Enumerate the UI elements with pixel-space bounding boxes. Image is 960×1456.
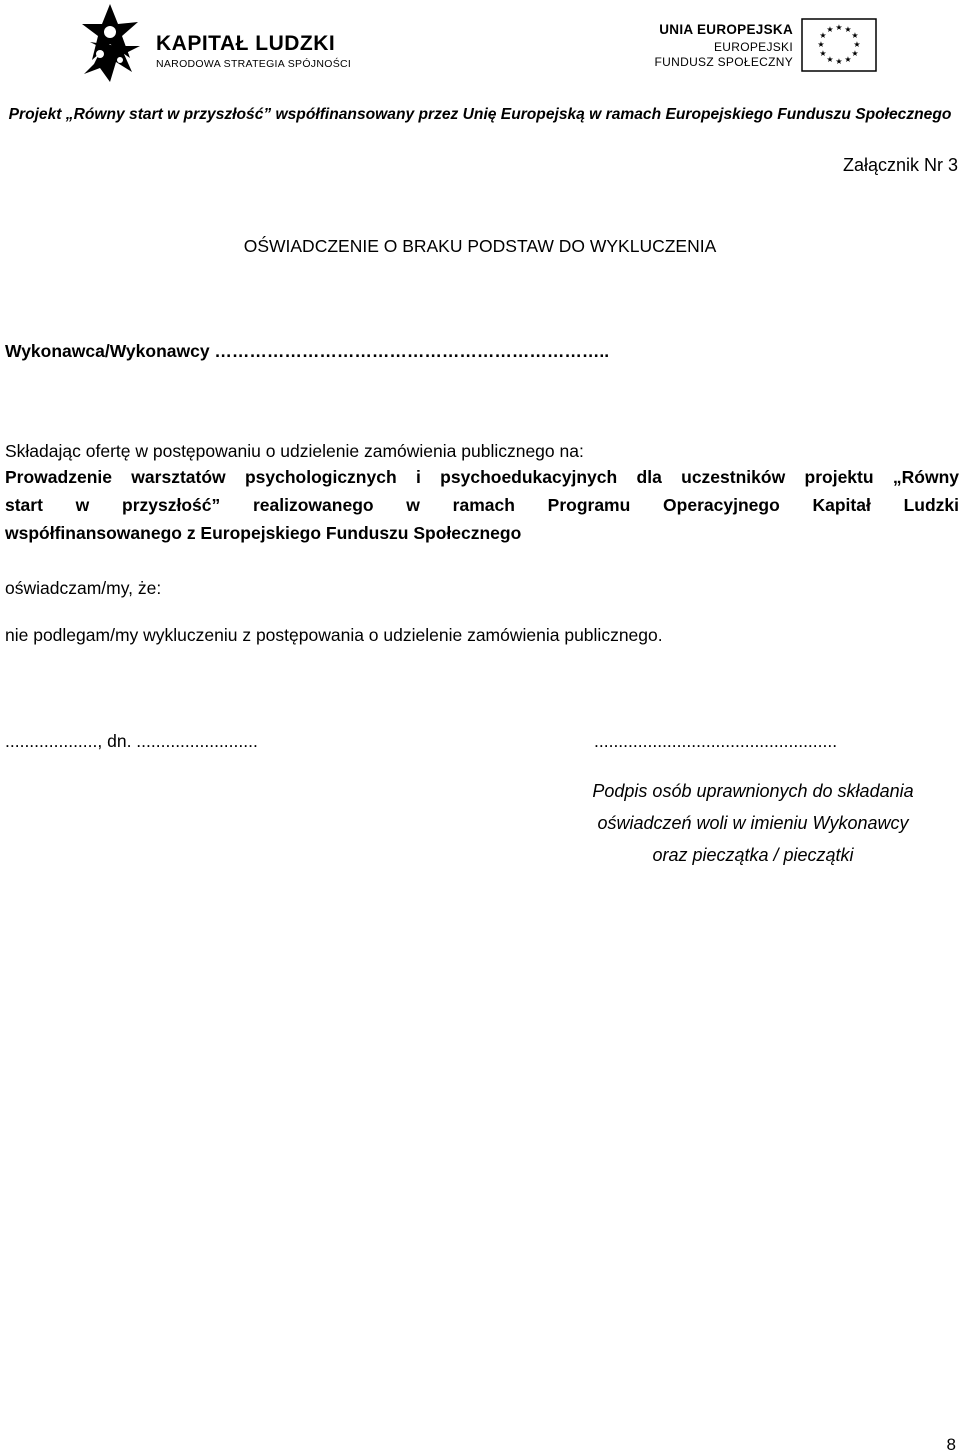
subject-line-2: start w przyszłość” realizowanego w ramach Programu Operacyjnego Kapitał Ludzki [5, 495, 959, 515]
eu-logo-line3: FUNDUSZ SPOŁECZNY [654, 55, 793, 69]
svg-text:★: ★ [851, 49, 859, 58]
kapital-ludzki-logo [80, 2, 380, 88]
attachment-number: Załącznik Nr 3 [842, 155, 958, 175]
svg-text:★: ★ [835, 57, 843, 66]
eu-logo-line2: EUROPEJSKI [713, 40, 793, 54]
declaration-title: OŚWIADCZENIE O BRAKU PODSTAW DO WYKLUCZENIA [243, 236, 717, 256]
declare-text: oświadczam/my, że: [5, 578, 162, 598]
project-line: Projekt „Równy start w przyszłość” współfinansowany przez Unię Europejską w ramach Europejskiego Funduszu Społecznego [8, 106, 952, 123]
signature-caption-2: oświadczeń woli w imieniu Wykonawcy [597, 813, 909, 833]
eu-logo [655, 18, 885, 78]
svg-text:★: ★ [826, 25, 834, 34]
svg-text:★: ★ [835, 23, 843, 32]
subject-line-1: Prowadzenie warsztatów psychologicznych i psychoedukacyjnych dla uczestników projektu „Równy [5, 467, 959, 487]
svg-text:★: ★ [826, 55, 834, 64]
svg-text:★: ★ [817, 40, 825, 49]
svg-text:★: ★ [844, 25, 852, 34]
eu-flag-icon [801, 18, 877, 72]
svg-text:★: ★ [844, 55, 852, 64]
signature-caption-1: Podpis osób uprawnionych do składania [592, 781, 914, 801]
kapital-ludzki-title: KAPITAŁ LUDZKI [156, 32, 336, 55]
statement-text: nie podlegam/my wykluczeniu z postępowania o udzielenie zamówienia publicznego. [5, 625, 663, 645]
svg-text:★: ★ [853, 40, 861, 49]
place-date-line: ..................., dn. ......................... [5, 731, 258, 751]
kapital-ludzki-emblem-icon [80, 2, 142, 86]
contractor-label: Wykonawca/Wykonawcy ………………………………………………………….. [5, 341, 610, 361]
svg-text:★: ★ [851, 31, 859, 40]
page-number: 8 [946, 1435, 956, 1454]
intro-text: Składając ofertę w postępowaniu o udzielenie zamówienia publicznego na: [5, 441, 584, 461]
signature-line: .................................................. [594, 731, 838, 751]
svg-text:★: ★ [819, 31, 827, 40]
kapital-ludzki-subtitle: NARODOWA STRATEGIA SPÓJNOŚCI [156, 58, 352, 70]
signature-caption-3: oraz pieczątka / pieczątki [652, 845, 854, 865]
svg-text:★: ★ [819, 49, 827, 58]
eu-logo-line1: UNIA EUROPEJSKA [659, 22, 793, 37]
subject-line-3: współfinansowanego z Europejskiego Funduszu Społecznego [5, 523, 522, 543]
eu-logo-text [655, 22, 793, 69]
